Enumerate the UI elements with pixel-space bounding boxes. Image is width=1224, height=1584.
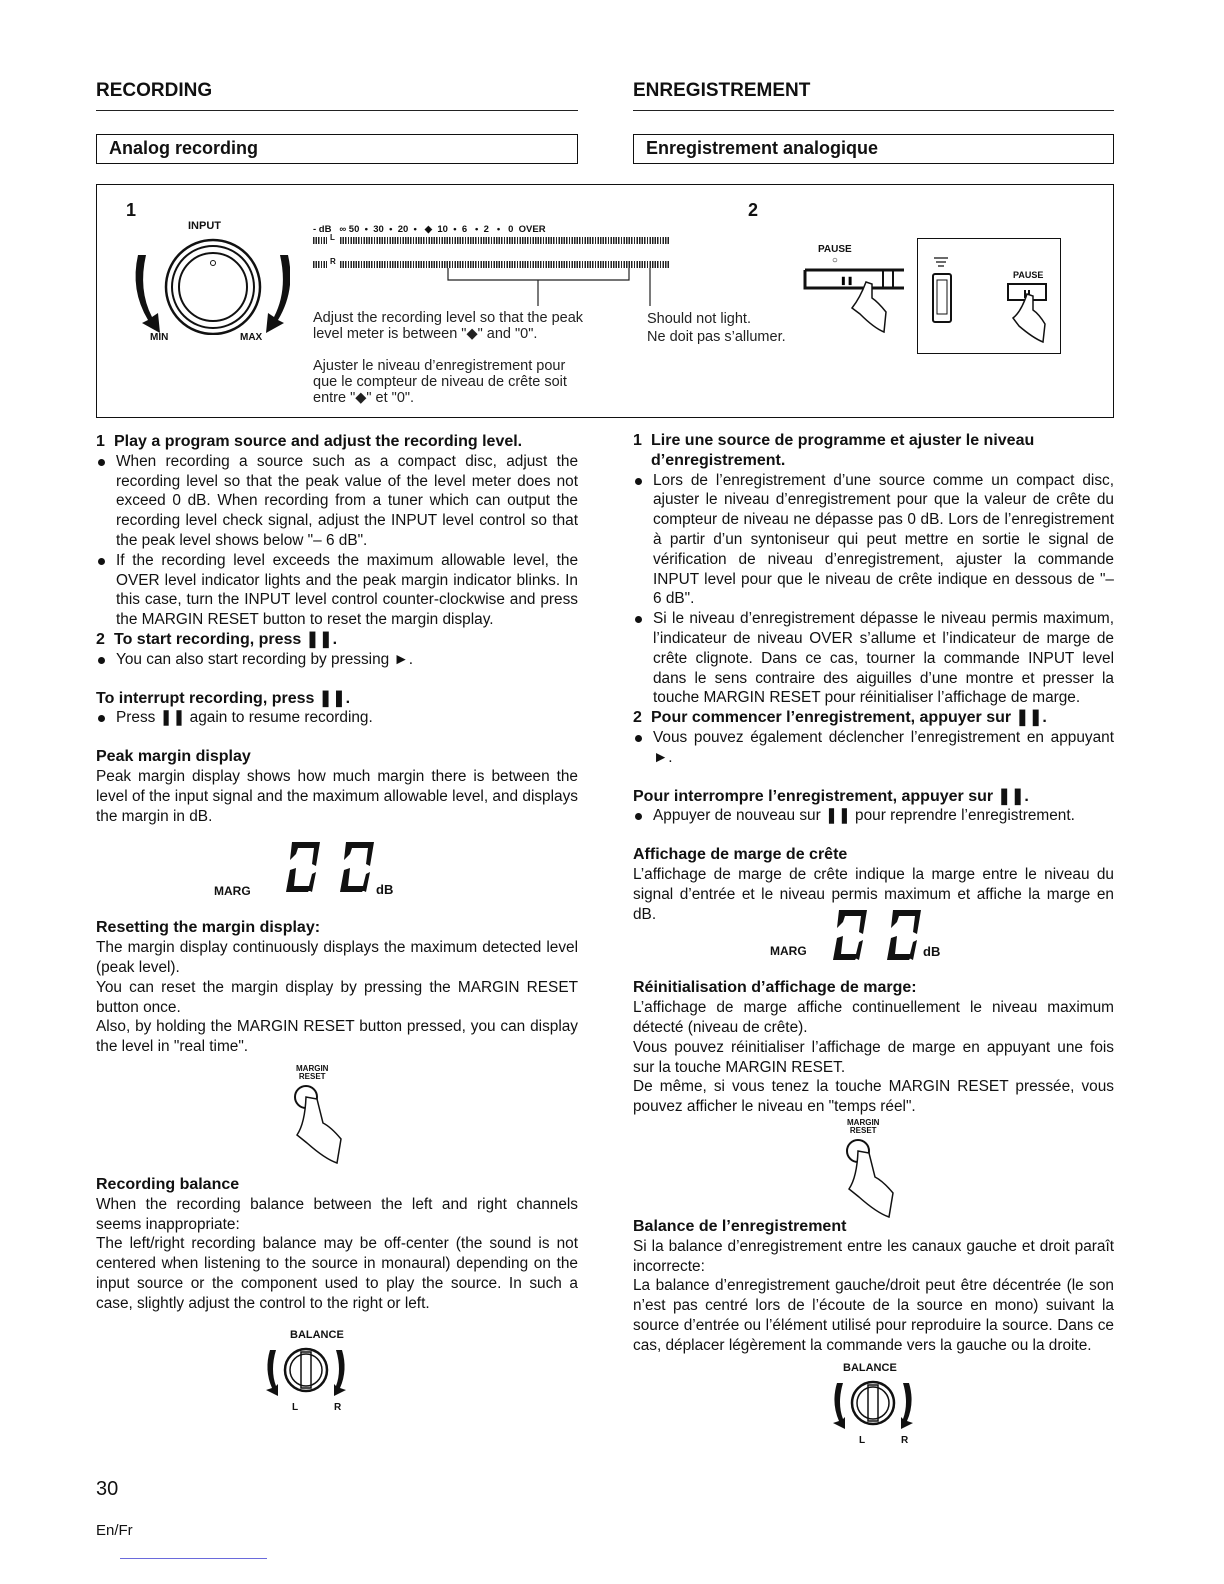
language-code: En/Fr bbox=[96, 1522, 133, 1539]
paragraph: Si la balance d’enregistrement entre les canaux gauche et droit paraît incorrecte: bbox=[633, 1237, 1114, 1275]
marg-label: MARG bbox=[770, 944, 807, 959]
level-meter-l bbox=[340, 237, 670, 244]
section-title-en: RECORDING bbox=[96, 80, 213, 101]
margin-reset-label: MARGIN RESET bbox=[296, 1063, 329, 1081]
interrupt-heading: To interrupt recording, press ❚❚. bbox=[96, 689, 351, 707]
level-meter-r bbox=[340, 261, 670, 268]
margin-display-figure bbox=[633, 906, 1114, 968]
subheading-en: Analog recording bbox=[96, 134, 578, 164]
bullet: Appuyer de nouveau sur ❚❚ pour reprendre l’enregistrement. bbox=[633, 806, 1114, 826]
subheading-fr: Enregistrement analogique bbox=[633, 134, 1114, 164]
bullet: When recording a source such as a compact disc, adjust the recording level so that the peak value of the level meter does not exceed 0 dB. When recording from a tuner which can output the recording level check signal, adjust the INPUT level control so that the peak level shows below "– 6 dB". bbox=[96, 452, 578, 551]
margin-display-figure bbox=[96, 826, 578, 918]
level-meter-l bbox=[313, 237, 327, 244]
paragraph: The left/right recording balance may be off-center (the sound is not centered when listening to the source in monaural) depending on the input source or the component used to play the source. In such a case, slightly adjust the control to the right or left. bbox=[96, 1235, 578, 1312]
paragraph: La balance d’enregistrement gauche/droit peut être décentrée (le son n’est pas centré lors de l’écoute de la source en mono) suivant la source d’entrée ou l’élément utilisé pour reproduire la source. Dans ce cas, déplacer légèrement la commande vers la gauche ou la droite. bbox=[633, 1277, 1114, 1354]
pause-label: PAUSE ○ bbox=[818, 244, 852, 266]
db-label: dB bbox=[923, 944, 941, 960]
pause-button-icon[interactable] bbox=[800, 268, 910, 338]
margin-reset-button-icon[interactable] bbox=[291, 1083, 371, 1173]
section-title-fr: ENREGISTREMENT bbox=[633, 80, 811, 101]
paragraph: The margin display continuously displays the maximum detected level (peak level). bbox=[96, 939, 578, 976]
reset-heading: Réinitialisation d’affichage de marge: bbox=[633, 979, 917, 997]
db-label: dB bbox=[376, 882, 394, 898]
divider bbox=[96, 110, 578, 111]
channel-r: R bbox=[330, 257, 336, 266]
right-label: R bbox=[334, 1401, 342, 1413]
max-label: MAX bbox=[240, 332, 263, 343]
left-column bbox=[96, 432, 578, 1414]
remote-pause-button-icon[interactable] bbox=[1005, 282, 1065, 348]
remote-pause-label: PAUSE bbox=[1013, 270, 1044, 280]
bullet: Si le niveau d’enregistrement dépasse le niveau permis maximum, l’indicateur de niveau OVER s’allume et l’indicateur de marge de crête clignote. Dans ce cas, tourner la commande INPUT level dans le sens contraire des aiguilles d’une montre et presser la touche MARGIN RESET pour réinitialiser l’affichage de marge. bbox=[633, 609, 1114, 708]
step-1-heading: 1 Play a program source and adjust the recording level. bbox=[96, 433, 523, 450]
balance-heading: Balance de l’enregistrement bbox=[633, 1217, 847, 1235]
peak-margin-heading: Peak margin display bbox=[96, 748, 251, 766]
peak-margin-heading: Affichage de marge de crête bbox=[633, 846, 848, 864]
step-number: 2 bbox=[748, 200, 759, 220]
adjust-note-en: Adjust the recording level so that the peak level meter is between "◆" and "0". bbox=[313, 310, 584, 342]
step-1-heading: 1 Lire une source de programme et ajuster le niveau d’enregistrement. bbox=[633, 432, 1035, 469]
paragraph: When the recording balance between the left and right channels seems inappropriate: bbox=[96, 1195, 578, 1233]
meter-scale: - dB ∞ 50 • 30 • 20 • ◆ 10 • 6 • 2 • 0 OVER bbox=[313, 224, 546, 235]
input-label: INPUT bbox=[188, 220, 221, 232]
paragraph: L’affichage de marge affiche continuellement le niveau maximum détecté (niveau de crête). bbox=[633, 999, 1114, 1036]
level-meter-r bbox=[313, 261, 327, 268]
right-column bbox=[633, 431, 1114, 1455]
margin-reset-figure bbox=[633, 1117, 1114, 1217]
step-2-heading: 2 Pour commencer l’enregistrement, appuyer sur ❚❚. bbox=[633, 709, 1047, 727]
marg-label: MARG bbox=[214, 884, 251, 899]
interrupt-heading: Pour interrompre l’enregistrement, appuyer sur ❚❚. bbox=[633, 787, 1029, 805]
balance-knob-icon bbox=[256, 1344, 356, 1396]
balance-knob-icon bbox=[823, 1377, 923, 1429]
balance-label: BALANCE bbox=[290, 1328, 344, 1341]
bullet: Vous pouvez également déclencher l’enregistrement en appuyant ►. bbox=[633, 728, 1114, 768]
paragraph: You can reset the margin display by pressing the MARGIN RESET button once. bbox=[96, 978, 578, 1016]
margin-reset-button-icon[interactable] bbox=[843, 1137, 923, 1227]
margin-reset-figure bbox=[96, 1057, 578, 1175]
divider bbox=[633, 110, 1114, 111]
svg-text:❚❚: ❚❚ bbox=[840, 276, 854, 285]
channel-l: L bbox=[330, 233, 335, 242]
paragraph: De même, si vous tenez la touche MARGIN RESET pressée, vous pouvez afficher le niveau en "temps réel". bbox=[633, 1078, 1114, 1116]
right-label: R bbox=[901, 1435, 909, 1447]
bullet: You can also start recording by pressing ►. bbox=[96, 650, 578, 670]
paragraph: Vous pouvez réinitialiser l’affichage de marge en appuyant une fois sur la touche MARGIN RESET. bbox=[633, 1038, 1114, 1076]
paragraph: Also, by holding the MARGIN RESET button pressed, you can display the level in "real time". bbox=[96, 1018, 578, 1056]
balance-figure bbox=[633, 1355, 1114, 1455]
adjust-note-fr: Ajuster le niveau d’enregistrement pour que le compteur de niveau de crête soit entre "◆" et "0". bbox=[313, 358, 567, 406]
footer-line bbox=[120, 1558, 267, 1559]
paragraph: L’affichage de marge de crête indique la marge entre le niveau du signal d’entrée et le niveau permis maximum et affiche la marge en dB. bbox=[633, 865, 1114, 923]
reset-heading: Resetting the margin display: bbox=[96, 919, 321, 937]
balance-figure bbox=[96, 1314, 578, 1414]
page-number: 30 bbox=[96, 1478, 119, 1500]
balance-label: BALANCE bbox=[843, 1362, 897, 1375]
min-label: MIN bbox=[150, 332, 169, 343]
bracket-lines bbox=[440, 268, 660, 308]
input-knob-icon bbox=[110, 235, 290, 335]
paragraph: Peak margin display shows how much margin there is between the level of the input signal and the maximum allowable level, and displays the margin in dB. bbox=[96, 767, 578, 825]
left-label: L bbox=[859, 1435, 866, 1447]
bullet: Lors de l’enregistrement d’une source comme un compact disc, ajuster le niveau d’enregistrement pour que la valeur de crête du compteur de niveau ne dépasse pas 0 dB. Lors de l’enregistrement à partir d’un syntoniseur qui peut mettre en sortie le signal de vérification de niveau d’enregistrement, ajuster la commande INPUT level pour que le niveau de crête indique en dessous de "– 6 dB". bbox=[633, 471, 1114, 610]
left-label: L bbox=[292, 1401, 299, 1413]
step-number: 1 bbox=[126, 200, 137, 220]
bullet: If the recording level exceeds the maximum allowable level, the OVER level indicator lights and the peak margin indicator blinks. In this case, turn the INPUT level control counter-clockwise and press the MARGIN RESET button to reset the margin display. bbox=[96, 551, 578, 630]
margin-reset-label: MARGIN RESET bbox=[847, 1117, 880, 1135]
bullet: Press ❚❚ again to resume recording. bbox=[96, 708, 578, 728]
balance-heading: Recording balance bbox=[96, 1175, 240, 1193]
step-2-heading: 2 To start recording, press ❚❚. bbox=[96, 630, 338, 648]
over-note: Should not light. Ne doit pas s’allumer. bbox=[647, 311, 786, 345]
